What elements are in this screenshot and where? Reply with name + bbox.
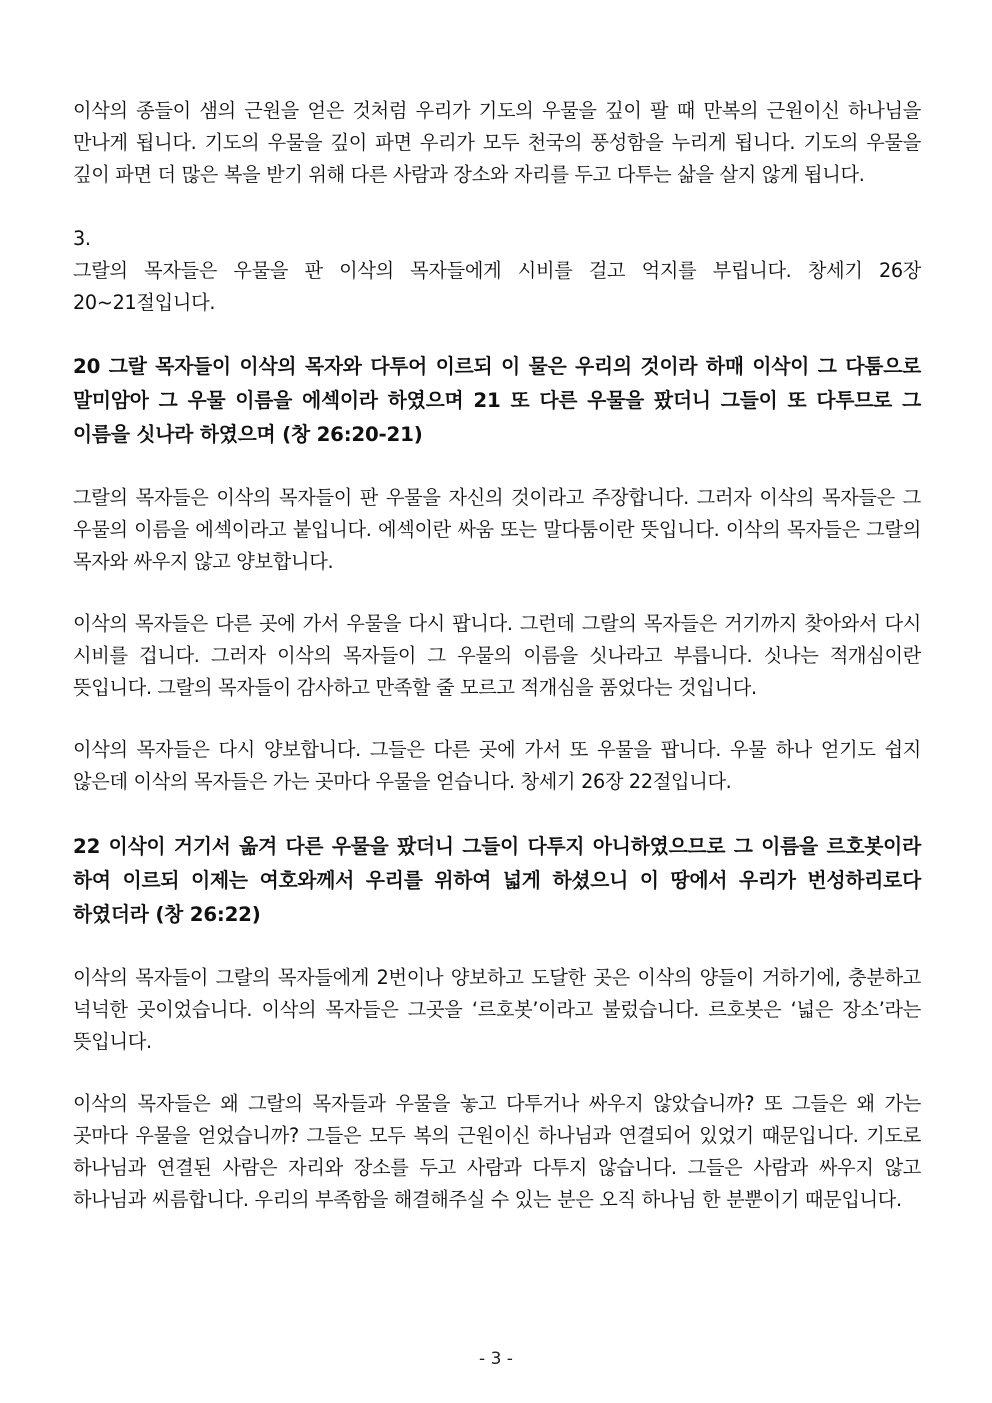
paragraph-esek: 그랄의 목자들은 이삭의 목자들이 판 우물을 자신의 것이라고 주장합니다. 그러자 이삭의 목자들은 그 우물의 이름을 에섹이라고 붙입니다. 에섹이란 싸움 또는 말다툼이란 뜻입니다. 이삭의 목자들은 그랄의 목자와 싸우지 않고 양보합니다.	[73, 486, 921, 573]
document-page	[73, 95, 921, 1216]
scripture-genesis-26-20-21: 20 그랄 목자들이 이삭의 목자와 다투어 이르되 이 물은 우리의 것이라 하매 이삭이 그 다툼으로 말미암아 그 우물 이름을 에섹이라 하였으며 21 또 다른 우물을 팠더니 그들이 또 다투므로 그 이름을 싯나라 하였으며 (창 26:20-21)	[73, 355, 921, 446]
paragraph-rehoboth: 이삭의 목자들이 그랄의 목자들에게 2번이나 양보하고 도달한 곳은 이삭의 양들이 거하기에, 충분하고 넉넉한 곳이었습니다. 이삭의 목자들은 그곳을 ‘르호봇’이라고 불렀습니다. 르호봇은 ‘넓은 장소’라는 뜻입니다.	[73, 966, 921, 1053]
scripture-genesis-26-22: 22 이삭이 거기서 옮겨 다른 우물을 팠더니 그들이 다투지 아니하였으므로 그 이름을 르호봇이라 하여 이르되 이제는 여호와께서 우리를 위하여 넓게 하셨으니 이 땅에서 우리가 번성하리로다 하였더라 (창 26:22)	[73, 835, 921, 926]
section-number: 3.	[73, 227, 91, 250]
paragraph-prayer-well: 이삭의 종들이 샘의 근원을 얻은 것처럼 우리가 기도의 우물을 깊이 팔 때 만복의 근원이신 하나님을 만나게 됩니다. 기도의 우물을 깊이 파면 우리가 모두 천국의 풍성함을 누리게 됩니다. 기도의 우물을 깊이 파면 더 많은 복을 받기 위해 다른 사람과 장소와 자리를 두고 다투는 삶을 살지 않게 됩니다.	[73, 99, 921, 186]
paragraph-sitnah: 이삭의 목자들은 다른 곳에 가서 우물을 다시 팝니다. 그런데 그랄의 목자들은 거기까지 찾아와서 다시 시비를 겁니다. 그러자 이삭의 목자들이 그 우물의 이름을 싯나라고 부릅니다. 싯나는 적개심이란 뜻입니다. 그랄의 목자들이 감사하고 만족할 줄 모르고 적개심을 품었다는 것입니다.	[73, 612, 921, 699]
paragraph-yield-again: 이삭의 목자들은 다시 양보합니다. 그들은 다른 곳에 가서 또 우물을 팝니다. 우물 하나 얻기도 쉽지 않은데 이삭의 목자들은 가는 곳마다 우물을 얻습니다. 창세기 26장 22절입니다.	[73, 738, 921, 793]
paragraph-gerar-herdsmen: 그랄의 목자들은 우물을 판 이삭의 목자들에게 시비를 걸고 억지를 부립니다. 창세기 26장 20~21절입니다.	[73, 259, 921, 314]
page-number: - 3 -	[479, 1349, 513, 1369]
paragraph-connected-to-god: 이삭의 목자들은 왜 그랄의 목자들과 우물을 놓고 다투거나 싸우지 않았습니까? 또 그들은 왜 가는 곳마다 우물을 얻었습니까? 그들은 모두 복의 근원이신 하나님과 연결되어 있었기 때문입니다. 기도로 하나님과 연결된 사람은 자리와 장소를 두고 사람과 다투지 않습니다. 그들은 사람과 싸우지 않고 하나님과 씨름합니다. 우리의 부족함을 해결해주실 수 있는 분은 오직 하나님 한 분뿐이기 때문입니다.	[73, 1092, 921, 1211]
